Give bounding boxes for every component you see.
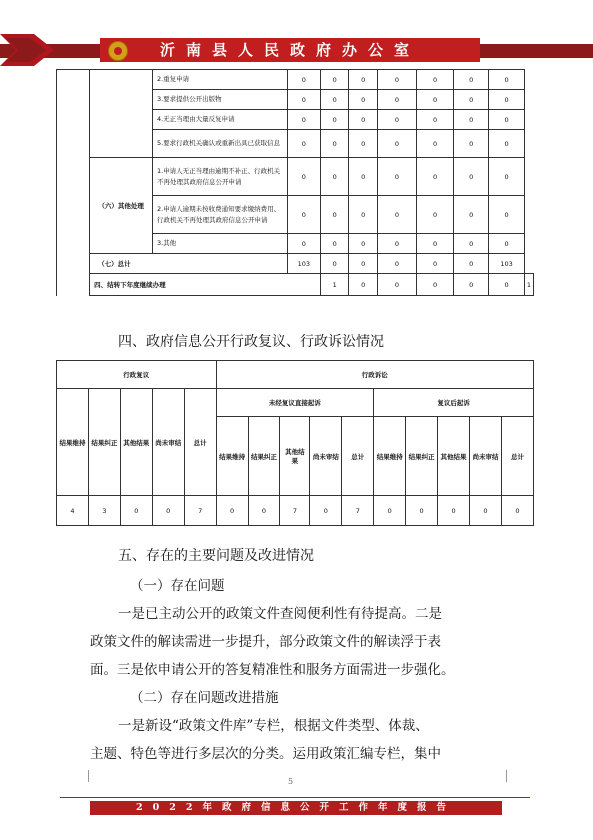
- top-row-3-val-7: 0: [489, 110, 525, 130]
- total-val-7: 103: [489, 254, 525, 274]
- sub-review-2: 结果纠正: [88, 389, 120, 496]
- header-litigation: 行政诉讼: [216, 361, 533, 389]
- cat6-row-2-val-3: 0: [349, 196, 377, 234]
- top-row-1-val-3: 0: [349, 70, 377, 90]
- top-row-1-val-5: 0: [416, 70, 453, 90]
- cat6-row-1-val-7: 0: [489, 158, 525, 196]
- top-row-4-val-1: 0: [287, 130, 321, 158]
- total-val-5: 0: [416, 254, 453, 274]
- cat6-row-2-val-2: 0: [321, 196, 349, 234]
- sub-lit-b5: 总计: [501, 417, 533, 496]
- values-row: [57, 496, 534, 526]
- sub-lit-a3: 其他结果: [280, 417, 310, 496]
- header-review: 行政复议: [57, 361, 217, 389]
- top-row-4-val-5: 0: [416, 130, 453, 158]
- carry-val-2: 0: [349, 274, 377, 296]
- row-label: 3.要求提供公开出版物: [152, 90, 287, 110]
- sub-lit-a2: 结果纠正: [248, 417, 280, 496]
- value-cell-9: 0: [310, 496, 342, 526]
- value-cell-10: 7: [342, 496, 374, 526]
- top-row-1-val-6: 0: [454, 70, 489, 90]
- sub-lit-a5: 总计: [342, 417, 374, 496]
- sub-lit-b3: 其他结果: [438, 417, 470, 496]
- value-cell-1: 4: [57, 496, 89, 526]
- carry-val-1: 1: [321, 274, 349, 296]
- header-arrow-icon: [0, 26, 54, 74]
- top-row-1-val-2: 0: [321, 70, 349, 90]
- table-row: [57, 158, 534, 196]
- top-row-2-val-5: 0: [416, 90, 453, 110]
- cat6-row-3-val-7: 0: [489, 234, 525, 254]
- top-row-1-val-1: 0: [287, 70, 321, 90]
- carry-val-4: 0: [416, 274, 453, 296]
- cat6-row-1-val-1: 0: [287, 158, 321, 196]
- top-row-3-val-1: 0: [287, 110, 321, 130]
- footer-line: [60, 797, 530, 798]
- section-5-heading: 五、存在的主要问题及改进情况: [118, 548, 314, 564]
- para1-line1: 一是已主动公开的政策文件查阅便利性有待提高。二是: [118, 606, 442, 622]
- cat6-row-3-val-2: 0: [321, 234, 349, 254]
- top-row-2-val-4: 0: [377, 90, 416, 110]
- top-row-2-val-6: 0: [454, 90, 489, 110]
- row-label: 3.其他: [152, 234, 287, 254]
- top-row-4-val-3: 0: [349, 130, 377, 158]
- top-row-4-val-6: 0: [454, 130, 489, 158]
- top-row-2-val-7: 0: [489, 90, 525, 110]
- row-label: 5.要求行政机关确认或重新出具已获取信息: [152, 130, 287, 158]
- top-row-2-val-3: 0: [349, 90, 377, 110]
- row-label: 4.无正当理由大量反复申请: [152, 110, 287, 130]
- value-cell-3: 0: [120, 496, 152, 526]
- sub-lit-b1: 结果维持: [374, 417, 406, 496]
- page-number: 5: [288, 777, 294, 786]
- sub-review-1: 结果维持: [57, 389, 89, 496]
- top-row-3-val-6: 0: [454, 110, 489, 130]
- cat6-row-2-val-6: 0: [454, 196, 489, 234]
- carry-val-7: 1: [524, 274, 533, 296]
- value-cell-2: 3: [88, 496, 120, 526]
- carry-over-label: 四、结转下年度继续办理: [90, 274, 321, 296]
- total-val-6: 0: [454, 254, 489, 274]
- value-cell-8: 7: [280, 496, 310, 526]
- value-cell-5: 7: [184, 496, 216, 526]
- top-row-3-val-4: 0: [377, 110, 416, 130]
- top-row-3-val-2: 0: [321, 110, 349, 130]
- top-row-4-val-2: 0: [321, 130, 349, 158]
- value-cell-14: 0: [470, 496, 502, 526]
- cat6-row-3-val-6: 0: [454, 234, 489, 254]
- section-4-heading: 四、政府信息公开行政复议、行政诉讼情况: [118, 334, 384, 350]
- carry-val-5: 0: [454, 274, 489, 296]
- row-label: 2.申请人逾期未按收费通知要求缴纳费用、行政机关不再处理其政府信息公开申请: [152, 196, 287, 234]
- header-after-review: 复议后起诉: [374, 389, 534, 417]
- national-emblem-icon: [108, 41, 128, 61]
- cat6-row-3-val-3: 0: [349, 234, 377, 254]
- value-cell-13: 0: [438, 496, 470, 526]
- crop-mark-left: [76, 770, 89, 782]
- sub-lit-b2: 结果纠正: [406, 417, 438, 496]
- request-handling-table: [56, 69, 534, 296]
- sub-lit-b4: 尚未审结: [470, 417, 502, 496]
- top-row-4-val-7: 0: [489, 130, 525, 158]
- cat6-row-3-val-5: 0: [416, 234, 453, 254]
- value-cell-4: 0: [152, 496, 184, 526]
- outer-category-cell: [57, 70, 90, 296]
- carry-over-row: [57, 274, 534, 296]
- footer-title: 2022年政府信息公开工作年度报告: [90, 801, 502, 815]
- row-label: 2.重复申请: [152, 70, 287, 90]
- cat6-row-2-val-4: 0: [377, 196, 416, 234]
- crop-mark-right: [506, 770, 519, 782]
- para2-line2: 主题、特色等进行多层次的分类。运用政策汇编专栏，集中: [90, 746, 441, 762]
- header-title: 沂南县人民政府办公室: [100, 38, 480, 62]
- cat6-row-2-val-7: 0: [489, 196, 525, 234]
- cat6-row-1-val-2: 0: [321, 158, 349, 196]
- sub-review-5: 总计: [184, 389, 216, 496]
- para1-line3: 面。三是依申请公开的答复精准性和服务方面需进一步强化。: [90, 662, 455, 678]
- subheading-problems: （一）存在问题: [130, 578, 225, 594]
- category-cell-5: [90, 70, 153, 158]
- top-row-2-val-1: 0: [287, 90, 321, 110]
- sub-review-4: 尚未审结: [152, 389, 184, 496]
- carry-val-3: 0: [377, 274, 416, 296]
- total-val-2: 0: [321, 254, 349, 274]
- carry-val-6: 0: [489, 274, 525, 296]
- total-label: （七）总计: [90, 254, 287, 274]
- table-row: [57, 70, 534, 90]
- cat6-row-3-val-1: 0: [287, 234, 321, 254]
- cat6-row-1-val-5: 0: [416, 158, 453, 196]
- sub-lit-a4: 尚未审结: [310, 417, 342, 496]
- top-row-3-val-3: 0: [349, 110, 377, 130]
- sub-review-3: 其他结果: [120, 389, 152, 496]
- total-val-4: 0: [377, 254, 416, 274]
- cat6-row-1-val-4: 0: [377, 158, 416, 196]
- total-row: [57, 254, 534, 274]
- top-row-4-val-4: 0: [377, 130, 416, 158]
- top-row-3-val-5: 0: [416, 110, 453, 130]
- value-cell-7: 0: [248, 496, 280, 526]
- top-row-1-val-7: 0: [489, 70, 525, 90]
- cat6-row-1-val-3: 0: [349, 158, 377, 196]
- value-cell-12: 0: [406, 496, 438, 526]
- cat6-row-1-val-6: 0: [454, 158, 489, 196]
- cat6-row-2-val-1: 0: [287, 196, 321, 234]
- row-label: 1.申请人无正当理由逾期不补正、行政机关不再处理其政府信息公开申请: [152, 158, 287, 196]
- value-cell-11: 0: [374, 496, 406, 526]
- top-row-1-val-4: 0: [377, 70, 416, 90]
- header-not-reviewed: 未经复议直接起诉: [216, 389, 374, 417]
- top-row-2-val-2: 0: [321, 90, 349, 110]
- cat6-row-2-val-5: 0: [416, 196, 453, 234]
- para1-line2: 政策文件的解读需进一步提升，部分政策文件的解读浮于表: [90, 634, 441, 650]
- total-val-1: 103: [287, 254, 321, 274]
- cat6-row-3-val-4: 0: [377, 234, 416, 254]
- sub-lit-a1: 结果维持: [216, 417, 248, 496]
- review-litigation-table: [56, 360, 534, 526]
- total-val-3: 0: [349, 254, 377, 274]
- value-cell-6: 0: [216, 496, 248, 526]
- subheading-measures: （二）存在问题改进措施: [130, 690, 279, 706]
- value-cell-15: 0: [501, 496, 533, 526]
- para2-line1: 一是新设“政策文件库”专栏，根据文件类型、体裁、: [118, 718, 429, 734]
- category-cell-6: （六）其他处理: [90, 158, 153, 254]
